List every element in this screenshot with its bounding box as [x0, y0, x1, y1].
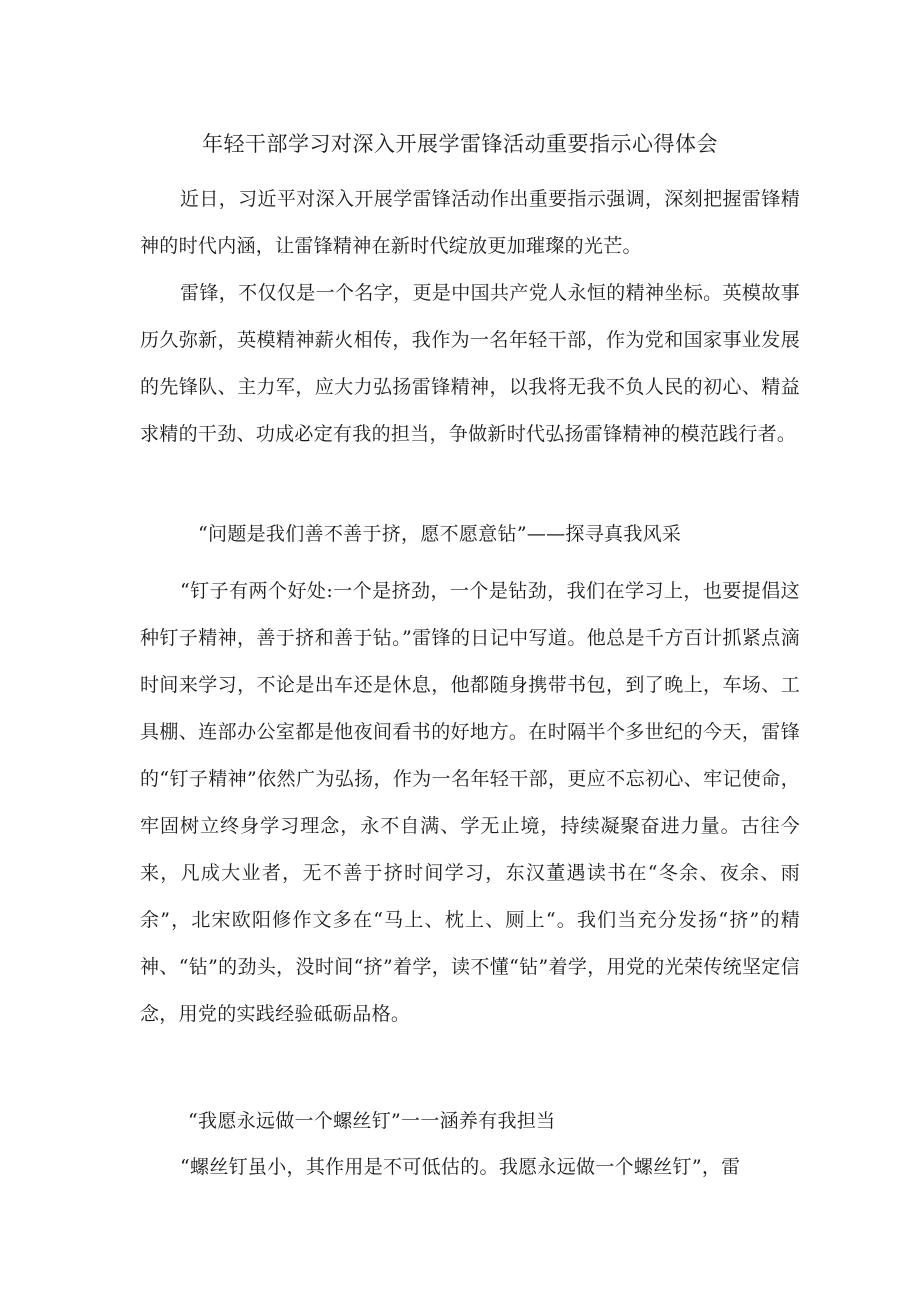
section-heading-nail-spirit: “问题是我们善不善于挤，愿不愿意钻”——探寻真我风采	[198, 523, 682, 545]
paragraph-intro: 近日，习近平对深入开展学雷锋活动作出重要指示强调，深刻把握雷锋精神的时代内涵，让雷锋精神在新时代绽放更加璀璨的光芒。	[140, 188, 800, 257]
paragraph-nail-spirit: “钉子有两个好处:一个是挤劲，一个是钻劲，我们在学习上，也要提倡这种钉子精神，善于挤和善于钻。”雷锋的日记中写道。他总是千方百计抓紧点滴时间来学习，不论是出车还是休息，他都随身携带书包，到了晚上，车场、工具棚、连部办公室都是他夜间看书的好地方。在时隔半个多世纪的今天，雷锋的“钉子精神”依然广为弘扬，作为一名年轻干部，更应不忘初心、牢记使命，牢固树立终身学习理念，永不自满、学无止境，持续凝聚奋进力量。古往今来，凡成大业者，无不善于挤时间学习，东汉董遇读书在“冬余、夜余、雨余”，北宋欧阳修作文多在“马上、枕上、厕上“。我们当充分发扬“挤”的精神、“钻”的劲头，没时间“挤”着学，读不懂“钻”着学，用党的光荣传统坚定信念，用党的实践经验砥砺品格。	[140, 580, 800, 1025]
section-heading-screw: “我愿永远做一个螺丝钉”一一涵养有我担当	[188, 1110, 556, 1132]
paragraph-screw: “螺丝钉虽小，其作用是不可低估的。我愿永远做一个螺丝钉”，雷	[180, 1156, 741, 1178]
document-title: 年轻干部学习对深入开展学雷锋活动重要指示心得体会	[202, 132, 718, 156]
paragraph-leifeng-coordinate: 雷锋，不仅仅是一个名字，更是中国共产党人永恒的精神坐标。英模故事历久弥新，英模精神薪火相传，我作为一名年轻干部，作为党和国家事业发展的先锋队、主力军，应大力弘扬雷锋精神，以我将无我不负人民的初心、精益求精的干劲、功成必定有我的担当，争做新时代弘扬雷锋精神的模范践行者。	[140, 282, 800, 445]
